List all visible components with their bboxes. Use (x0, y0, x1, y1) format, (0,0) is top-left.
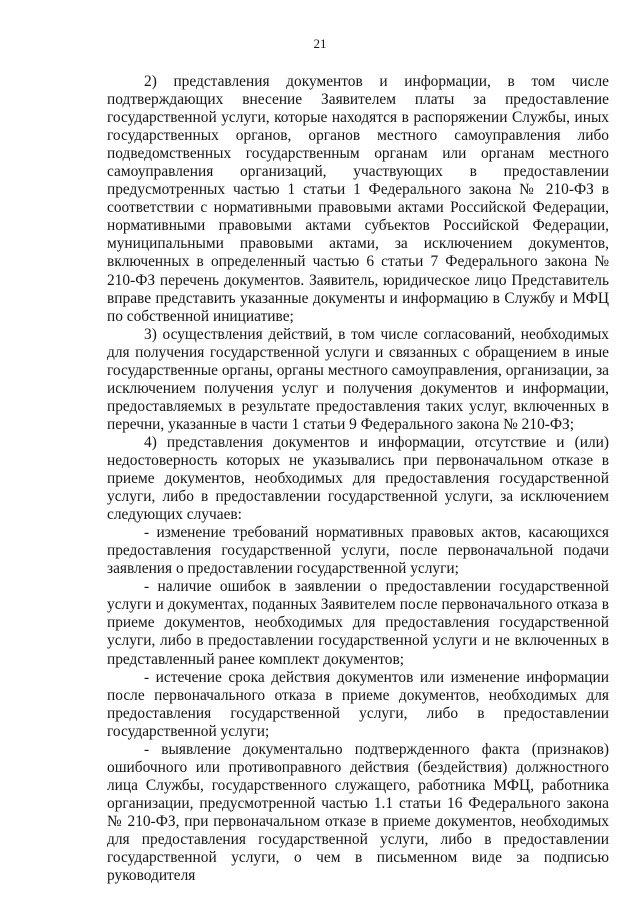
list-item-document-expiry: - истечение срока действия документов или изменение информации после первоначального отказа в приеме документов, необходимых для предоставления государственной услуги, либо в предоставлении государственной услуги; (107, 668, 609, 740)
page-number: 21 (313, 36, 327, 51)
document-body (107, 73, 609, 885)
paragraph-item-2: 2) представления документов и информации, в том числе подтверждающих внесение Заявителем платы за предоставление государственной услуги, которые находятся в распоряжении Службы, иных государственных органов, органов местного самоуправления либо подведомственных государственным органам или органам местного самоуправления организаций, участвующих в предоставлении предусмотренных частью 1 статьи 1 Федерального закона № 210-ФЗ в соответствии с нормативными правовыми актами Российской Федерации, нормативными правовыми актами субъектов Российской Федерации, муниципальными правовыми актами, за исключением документов, включенных в определенный частью 6 статьи 7 Федерального закона № 210-ФЗ перечень документов. Заявитель, юридическое лицо Представитель вправе представить указанные документы и информацию в Службу и МФЦ по собственной инициативе; (107, 73, 609, 325)
list-item-regulation-change: - изменение требований нормативных правовых актов, касающихся предоставления государственной услуги, после первоначальной подачи заявления о предоставлении государственной услуги; (107, 524, 609, 578)
paragraph-item-3: 3) осуществления действий, в том числе согласований, необходимых для получения государственной услуги и связанных с обращением в иные государственные органы, органы местного самоуправления, организации, за исключением получения услуг и получения документов и информации, предоставляемых в результате предоставления таких услуг, включенных в перечни, указанные в части 1 статьи 9 Федерального закона № 210-ФЗ; (107, 325, 609, 433)
paragraph-item-4: 4) представления документов и информации, отсутствие и (или) недостоверность которых не указывались при первоначальном отказе в приеме документов, необходимых для предоставления государственной услуги, либо в предоставлении государственной услуги, за исключением следующих случаев: (107, 433, 609, 524)
list-item-application-errors: - наличие ошибок в заявлении о предоставлении государственной услуги и документах, поданных Заявителем после первоначального отказа в приеме документов, необходимых для предоставления государственной услуги, либо в предоставлении государственной услуги и не включенных в представленный ранее комплект документов; (107, 578, 609, 668)
list-item-official-error: - выявление документально подтвержденного факта (признаков) ошибочного или противоправного действия (бездействия) должностного лица Службы, государственного служащего, работника МФЦ, работника организации, предусмотренной частью 1.1 статьи 16 Федерального закона № 210-ФЗ, при первоначальном отказе в приеме документов, необходимых для предоставления государственной услуги, либо в предоставлении государственной услуги, о чем в письменном виде за подписью руководителя (107, 740, 609, 885)
